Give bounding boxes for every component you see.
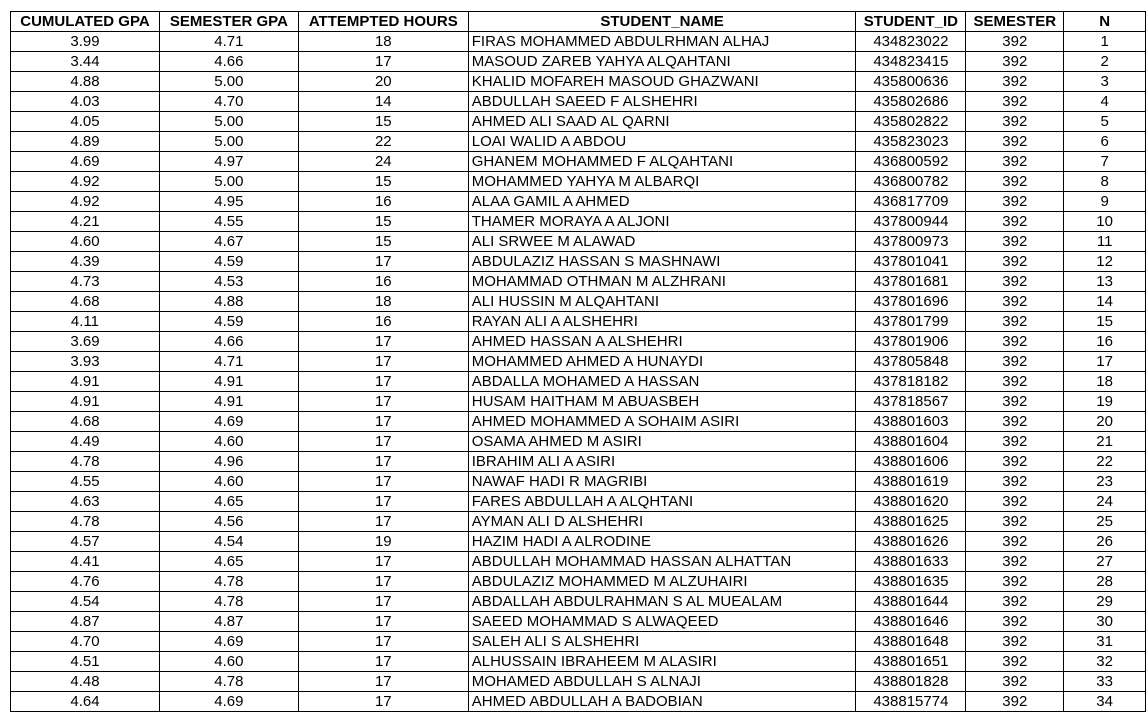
table-row	[11, 192, 1146, 212]
student-id-cell[interactable]: 438801619	[856, 472, 966, 492]
table-row	[11, 592, 1146, 612]
cumulated-gpa-cell[interactable]: 3.69	[11, 332, 160, 352]
semester-cell[interactable]: 392	[966, 172, 1064, 192]
semester-gpa-cell[interactable]: 4.69	[159, 692, 298, 712]
n-cell[interactable]: 4	[1064, 92, 1146, 112]
header-student-id[interactable]: STUDENT_ID	[856, 12, 966, 32]
semester-cell[interactable]: 392	[966, 212, 1064, 232]
student-name-cell[interactable]: MOHAMMED YAHYA M ALBARQI	[468, 172, 856, 192]
attempted-hours-cell[interactable]: 19	[298, 532, 468, 552]
semester-cell[interactable]: 392	[966, 592, 1064, 612]
semester-gpa-cell[interactable]: 4.69	[159, 632, 298, 652]
attempted-hours-cell[interactable]: 17	[298, 412, 468, 432]
semester-cell[interactable]: 392	[966, 72, 1064, 92]
semester-gpa-cell[interactable]: 4.53	[159, 272, 298, 292]
attempted-hours-cell[interactable]: 20	[298, 72, 468, 92]
student-name-cell[interactable]: ALI SRWEE M ALAWAD	[468, 232, 856, 252]
table-row	[11, 32, 1146, 52]
cumulated-gpa-cell[interactable]: 4.63	[11, 492, 160, 512]
n-cell[interactable]: 14	[1064, 292, 1146, 312]
table-row	[11, 652, 1146, 672]
semester-gpa-cell[interactable]: 4.78	[159, 592, 298, 612]
semester-cell[interactable]: 392	[966, 392, 1064, 412]
cumulated-gpa-cell[interactable]: 4.76	[11, 572, 160, 592]
table-row	[11, 232, 1146, 252]
semester-gpa-cell[interactable]: 4.60	[159, 472, 298, 492]
cumulated-gpa-cell[interactable]: 4.70	[11, 632, 160, 652]
n-cell[interactable]: 23	[1064, 472, 1146, 492]
cumulated-gpa-cell[interactable]: 4.68	[11, 292, 160, 312]
attempted-hours-cell[interactable]: 18	[298, 292, 468, 312]
attempted-hours-cell[interactable]: 17	[298, 352, 468, 372]
semester-cell[interactable]: 392	[966, 632, 1064, 652]
table-row	[11, 372, 1146, 392]
n-cell[interactable]: 17	[1064, 352, 1146, 372]
semester-cell[interactable]: 392	[966, 612, 1064, 632]
table-row	[11, 352, 1146, 372]
semester-gpa-cell[interactable]: 5.00	[159, 132, 298, 152]
student-id-cell[interactable]: 438801633	[856, 552, 966, 572]
semester-cell[interactable]: 392	[966, 512, 1064, 532]
semester-gpa-cell[interactable]: 4.96	[159, 452, 298, 472]
cumulated-gpa-cell[interactable]: 4.92	[11, 172, 160, 192]
attempted-hours-cell[interactable]: 15	[298, 232, 468, 252]
student-id-cell[interactable]: 438801625	[856, 512, 966, 532]
attempted-hours-cell[interactable]: 16	[298, 272, 468, 292]
n-cell[interactable]: 10	[1064, 212, 1146, 232]
semester-gpa-cell[interactable]: 4.66	[159, 52, 298, 72]
table-row	[11, 532, 1146, 552]
semester-gpa-cell[interactable]: 4.71	[159, 32, 298, 52]
semester-gpa-cell[interactable]: 4.78	[159, 572, 298, 592]
header-cumulated-gpa[interactable]: CUMULATED GPA	[11, 12, 160, 32]
student-name-cell[interactable]: ABDALLAH ABDULRAHMAN S AL MUEALAM	[468, 592, 856, 612]
cumulated-gpa-cell[interactable]: 4.91	[11, 372, 160, 392]
student-name-cell[interactable]: ALHUSSAIN IBRAHEEM M ALASIRI	[468, 652, 856, 672]
semester-cell[interactable]: 392	[966, 672, 1064, 692]
student-name-cell[interactable]: LOAI WALID A ABDOU	[468, 132, 856, 152]
student-id-cell[interactable]: 437800973	[856, 232, 966, 252]
attempted-hours-cell[interactable]: 17	[298, 452, 468, 472]
n-cell[interactable]: 22	[1064, 452, 1146, 472]
semester-gpa-cell[interactable]: 4.88	[159, 292, 298, 312]
attempted-hours-cell[interactable]: 17	[298, 512, 468, 532]
semester-gpa-cell[interactable]: 4.78	[159, 672, 298, 692]
student-name-cell[interactable]: ALI HUSSIN M ALQAHTANI	[468, 292, 856, 312]
attempted-hours-cell[interactable]: 24	[298, 152, 468, 172]
table-row	[11, 612, 1146, 632]
cumulated-gpa-cell[interactable]: 4.49	[11, 432, 160, 452]
n-cell[interactable]: 24	[1064, 492, 1146, 512]
student-name-cell[interactable]: ABDULAZIZ HASSAN S MASHNAWI	[468, 252, 856, 272]
n-cell[interactable]: 8	[1064, 172, 1146, 192]
attempted-hours-cell[interactable]: 17	[298, 432, 468, 452]
n-cell[interactable]: 6	[1064, 132, 1146, 152]
n-cell[interactable]: 32	[1064, 652, 1146, 672]
table-row	[11, 432, 1146, 452]
cumulated-gpa-cell[interactable]: 4.03	[11, 92, 160, 112]
attempted-hours-cell[interactable]: 14	[298, 92, 468, 112]
n-cell[interactable]: 31	[1064, 632, 1146, 652]
cumulated-gpa-cell[interactable]: 4.69	[11, 152, 160, 172]
semester-gpa-cell[interactable]: 4.59	[159, 312, 298, 332]
semester-cell[interactable]: 392	[966, 132, 1064, 152]
student-name-cell[interactable]: ABDALLA MOHAMED A HASSAN	[468, 372, 856, 392]
table-row	[11, 212, 1146, 232]
semester-cell[interactable]: 392	[966, 432, 1064, 452]
semester-gpa-cell[interactable]: 4.87	[159, 612, 298, 632]
table-row	[11, 332, 1146, 352]
semester-cell[interactable]: 392	[966, 52, 1064, 72]
semester-gpa-cell[interactable]: 5.00	[159, 72, 298, 92]
semester-cell[interactable]: 392	[966, 572, 1064, 592]
cumulated-gpa-cell[interactable]: 4.78	[11, 512, 160, 532]
semester-cell[interactable]: 392	[966, 192, 1064, 212]
header-semester-gpa[interactable]: SEMESTER GPA	[159, 12, 298, 32]
semester-gpa-cell[interactable]: 5.00	[159, 172, 298, 192]
table-row	[11, 272, 1146, 292]
cumulated-gpa-cell[interactable]: 4.88	[11, 72, 160, 92]
table-row	[11, 632, 1146, 652]
semester-gpa-cell[interactable]: 4.69	[159, 412, 298, 432]
table-row	[11, 132, 1146, 152]
attempted-hours-cell[interactable]: 17	[298, 52, 468, 72]
student-name-cell[interactable]: THAMER MORAYA A ALJONI	[468, 212, 856, 232]
semester-cell[interactable]: 392	[966, 32, 1064, 52]
table-row	[11, 252, 1146, 272]
attempted-hours-cell[interactable]: 15	[298, 112, 468, 132]
student-id-cell[interactable]: 436817709	[856, 192, 966, 212]
semester-gpa-cell[interactable]: 4.71	[159, 352, 298, 372]
cumulated-gpa-cell[interactable]: 4.48	[11, 672, 160, 692]
semester-gpa-cell[interactable]: 4.54	[159, 532, 298, 552]
student-name-cell[interactable]: ABDULLAH SAEED F ALSHEHRI	[468, 92, 856, 112]
table-row	[11, 452, 1146, 472]
student-id-cell[interactable]: 437818182	[856, 372, 966, 392]
student-name-cell[interactable]: FIRAS MOHAMMED ABDULRHMAN ALHAJ	[468, 32, 856, 52]
student-id-cell[interactable]: 438801626	[856, 532, 966, 552]
semester-gpa-cell[interactable]: 4.60	[159, 652, 298, 672]
semester-gpa-cell[interactable]: 4.60	[159, 432, 298, 452]
semester-gpa-cell[interactable]: 4.91	[159, 392, 298, 412]
student-name-cell[interactable]: AHMED ABDULLAH A BADOBIAN	[468, 692, 856, 712]
header-row	[11, 12, 1146, 32]
student-name-cell[interactable]: IBRAHIM ALI A ASIRI	[468, 452, 856, 472]
student-name-cell[interactable]: RAYAN ALI A ALSHEHRI	[468, 312, 856, 332]
semester-gpa-cell[interactable]: 4.66	[159, 332, 298, 352]
cumulated-gpa-cell[interactable]: 4.89	[11, 132, 160, 152]
student-name-cell[interactable]: GHANEM MOHAMMED F ALQAHTANI	[468, 152, 856, 172]
table-row	[11, 152, 1146, 172]
student-name-cell[interactable]: HAZIM HADI A ALRODINE	[468, 532, 856, 552]
attempted-hours-cell[interactable]: 22	[298, 132, 468, 152]
n-cell[interactable]: 7	[1064, 152, 1146, 172]
semester-gpa-cell[interactable]: 5.00	[159, 112, 298, 132]
semester-cell[interactable]: 392	[966, 92, 1064, 112]
n-cell[interactable]: 34	[1064, 692, 1146, 712]
cumulated-gpa-cell[interactable]: 4.39	[11, 252, 160, 272]
n-cell[interactable]: 5	[1064, 112, 1146, 132]
n-cell[interactable]: 11	[1064, 232, 1146, 252]
semester-cell[interactable]: 392	[966, 272, 1064, 292]
student-name-cell[interactable]: AHMED MOHAMMED A SOHAIM ASIRI	[468, 412, 856, 432]
student-name-cell[interactable]: ABDULAZIZ MOHAMMED M ALZUHAIRI	[468, 572, 856, 592]
semester-cell[interactable]: 392	[966, 352, 1064, 372]
cumulated-gpa-cell[interactable]: 4.64	[11, 692, 160, 712]
student-id-cell[interactable]: 438801644	[856, 592, 966, 612]
cumulated-gpa-cell[interactable]: 3.44	[11, 52, 160, 72]
student-name-cell[interactable]: MOHAMMED AHMED A HUNAYDI	[468, 352, 856, 372]
cumulated-gpa-cell[interactable]: 4.41	[11, 552, 160, 572]
attempted-hours-cell[interactable]: 17	[298, 472, 468, 492]
n-cell[interactable]: 16	[1064, 332, 1146, 352]
table-row	[11, 172, 1146, 192]
semester-gpa-cell[interactable]: 4.56	[159, 512, 298, 532]
n-cell[interactable]: 26	[1064, 532, 1146, 552]
attempted-hours-cell[interactable]: 17	[298, 252, 468, 272]
student-id-cell[interactable]: 434823022	[856, 32, 966, 52]
table-row	[11, 112, 1146, 132]
cumulated-gpa-cell[interactable]: 3.93	[11, 352, 160, 372]
table-row	[11, 672, 1146, 692]
attempted-hours-cell[interactable]: 17	[298, 592, 468, 612]
table-row	[11, 72, 1146, 92]
attempted-hours-cell[interactable]: 17	[298, 552, 468, 572]
attempted-hours-cell[interactable]: 17	[298, 672, 468, 692]
n-cell[interactable]: 13	[1064, 272, 1146, 292]
n-cell[interactable]: 12	[1064, 252, 1146, 272]
header-n[interactable]: N	[1064, 12, 1146, 32]
semester-cell[interactable]: 392	[966, 232, 1064, 252]
n-cell[interactable]: 29	[1064, 592, 1146, 612]
cumulated-gpa-cell[interactable]: 4.92	[11, 192, 160, 212]
n-cell[interactable]: 9	[1064, 192, 1146, 212]
table-row	[11, 512, 1146, 532]
semester-cell[interactable]: 392	[966, 532, 1064, 552]
n-cell[interactable]: 20	[1064, 412, 1146, 432]
student-id-cell[interactable]: 438801648	[856, 632, 966, 652]
attempted-hours-cell[interactable]: 18	[298, 32, 468, 52]
attempted-hours-cell[interactable]: 17	[298, 372, 468, 392]
cumulated-gpa-cell[interactable]: 3.99	[11, 32, 160, 52]
student-name-cell[interactable]: MASOUD ZAREB YAHYA ALQAHTANI	[468, 52, 856, 72]
semester-cell[interactable]: 392	[966, 692, 1064, 712]
header-student-name[interactable]: STUDENT_NAME	[468, 12, 856, 32]
semester-gpa-cell[interactable]: 4.65	[159, 492, 298, 512]
cumulated-gpa-cell[interactable]: 4.78	[11, 452, 160, 472]
student-name-cell[interactable]: FARES ABDULLAH A ALQHTANI	[468, 492, 856, 512]
student-id-cell[interactable]: 437801906	[856, 332, 966, 352]
cumulated-gpa-cell[interactable]: 4.73	[11, 272, 160, 292]
student-id-cell[interactable]: 438801603	[856, 412, 966, 432]
student-id-cell[interactable]: 437805848	[856, 352, 966, 372]
attempted-hours-cell[interactable]: 16	[298, 192, 468, 212]
student-id-cell[interactable]: 437800944	[856, 212, 966, 232]
cumulated-gpa-cell[interactable]: 4.55	[11, 472, 160, 492]
student-name-cell[interactable]: ABDULLAH MOHAMMAD HASSAN ALHATTAN	[468, 552, 856, 572]
student-id-cell[interactable]: 438801606	[856, 452, 966, 472]
semester-gpa-cell[interactable]: 4.65	[159, 552, 298, 572]
attempted-hours-cell[interactable]: 17	[298, 492, 468, 512]
cumulated-gpa-cell[interactable]: 4.21	[11, 212, 160, 232]
attempted-hours-cell[interactable]: 15	[298, 212, 468, 232]
attempted-hours-cell[interactable]: 17	[298, 632, 468, 652]
student-gpa-table	[10, 11, 1146, 712]
semester-cell[interactable]: 392	[966, 492, 1064, 512]
attempted-hours-cell[interactable]: 15	[298, 172, 468, 192]
semester-gpa-cell[interactable]: 4.67	[159, 232, 298, 252]
table-row	[11, 572, 1146, 592]
attempted-hours-cell[interactable]: 16	[298, 312, 468, 332]
student-id-cell[interactable]: 434823415	[856, 52, 966, 72]
n-cell[interactable]: 3	[1064, 72, 1146, 92]
student-id-cell[interactable]: 435802822	[856, 112, 966, 132]
semester-gpa-cell[interactable]: 4.70	[159, 92, 298, 112]
semester-cell[interactable]: 392	[966, 332, 1064, 352]
table-row	[11, 392, 1146, 412]
header-semester[interactable]: SEMESTER	[966, 12, 1064, 32]
student-name-cell[interactable]: AYMAN ALI D ALSHEHRI	[468, 512, 856, 532]
student-name-cell[interactable]: AHMED HASSAN A ALSHEHRI	[468, 332, 856, 352]
attempted-hours-cell[interactable]: 17	[298, 652, 468, 672]
n-cell[interactable]: 1	[1064, 32, 1146, 52]
table-row	[11, 312, 1146, 332]
student-id-cell[interactable]: 437801041	[856, 252, 966, 272]
student-id-cell[interactable]: 438801620	[856, 492, 966, 512]
student-name-cell[interactable]: NAWAF HADI R MAGRIBI	[468, 472, 856, 492]
semester-cell[interactable]: 392	[966, 472, 1064, 492]
cumulated-gpa-cell[interactable]: 4.05	[11, 112, 160, 132]
table-row	[11, 412, 1146, 432]
attempted-hours-cell[interactable]: 17	[298, 392, 468, 412]
semester-cell[interactable]: 392	[966, 552, 1064, 572]
student-id-cell[interactable]: 438801646	[856, 612, 966, 632]
n-cell[interactable]: 21	[1064, 432, 1146, 452]
n-cell[interactable]: 2	[1064, 52, 1146, 72]
semester-gpa-cell[interactable]: 4.91	[159, 372, 298, 392]
student-id-cell[interactable]: 436800782	[856, 172, 966, 192]
attempted-hours-cell[interactable]: 17	[298, 612, 468, 632]
semester-gpa-cell[interactable]: 4.59	[159, 252, 298, 272]
attempted-hours-cell[interactable]: 17	[298, 332, 468, 352]
table-row	[11, 492, 1146, 512]
n-cell[interactable]: 30	[1064, 612, 1146, 632]
semester-cell[interactable]: 392	[966, 292, 1064, 312]
student-name-cell[interactable]: MOHAMED ABDULLAH S ALNAJI	[468, 672, 856, 692]
table-body	[11, 32, 1146, 712]
student-id-cell[interactable]: 436800592	[856, 152, 966, 172]
n-cell[interactable]: 27	[1064, 552, 1146, 572]
student-id-cell[interactable]: 435800636	[856, 72, 966, 92]
student-name-cell[interactable]: ALAA GAMIL A AHMED	[468, 192, 856, 212]
student-name-cell[interactable]: OSAMA AHMED M ASIRI	[468, 432, 856, 452]
student-id-cell[interactable]: 435802686	[856, 92, 966, 112]
table-row	[11, 692, 1146, 712]
semester-gpa-cell[interactable]: 4.55	[159, 212, 298, 232]
semester-cell[interactable]: 392	[966, 412, 1064, 432]
student-name-cell[interactable]: HUSAM HAITHAM M ABUASBEH	[468, 392, 856, 412]
table-row	[11, 472, 1146, 492]
student-id-cell[interactable]: 438801604	[856, 432, 966, 452]
cumulated-gpa-cell[interactable]: 4.68	[11, 412, 160, 432]
semester-gpa-cell[interactable]: 4.95	[159, 192, 298, 212]
n-cell[interactable]: 15	[1064, 312, 1146, 332]
semester-cell[interactable]: 392	[966, 152, 1064, 172]
semester-gpa-cell[interactable]: 4.97	[159, 152, 298, 172]
attempted-hours-cell[interactable]: 17	[298, 572, 468, 592]
n-cell[interactable]: 33	[1064, 672, 1146, 692]
cumulated-gpa-cell[interactable]: 4.60	[11, 232, 160, 252]
student-name-cell[interactable]: SAEED MOHAMMAD S ALWAQEED	[468, 612, 856, 632]
n-cell[interactable]: 25	[1064, 512, 1146, 532]
cumulated-gpa-cell[interactable]: 4.91	[11, 392, 160, 412]
n-cell[interactable]: 19	[1064, 392, 1146, 412]
student-id-cell[interactable]: 435823023	[856, 132, 966, 152]
semester-cell[interactable]: 392	[966, 652, 1064, 672]
student-id-cell[interactable]: 438801828	[856, 672, 966, 692]
n-cell[interactable]: 18	[1064, 372, 1146, 392]
student-id-cell[interactable]: 438801651	[856, 652, 966, 672]
table-row	[11, 292, 1146, 312]
cumulated-gpa-cell[interactable]: 4.51	[11, 652, 160, 672]
attempted-hours-cell[interactable]: 17	[298, 692, 468, 712]
student-name-cell[interactable]: MOHAMMAD OTHMAN M ALZHRANI	[468, 272, 856, 292]
semester-cell[interactable]: 392	[966, 372, 1064, 392]
header-attempted-hours[interactable]: ATTEMPTED HOURS	[298, 12, 468, 32]
semester-cell[interactable]: 392	[966, 252, 1064, 272]
student-name-cell[interactable]: SALEH ALI S ALSHEHRI	[468, 632, 856, 652]
student-id-cell[interactable]: 438815774	[856, 692, 966, 712]
table-row	[11, 52, 1146, 72]
n-cell[interactable]: 28	[1064, 572, 1146, 592]
semester-cell[interactable]: 392	[966, 452, 1064, 472]
student-id-cell[interactable]: 437801696	[856, 292, 966, 312]
table-row	[11, 92, 1146, 112]
table-row	[11, 552, 1146, 572]
student-name-cell[interactable]: KHALID MOFAREH MASOUD GHAZWANI	[468, 72, 856, 92]
cumulated-gpa-cell[interactable]: 4.54	[11, 592, 160, 612]
semester-cell[interactable]: 392	[966, 112, 1064, 132]
student-id-cell[interactable]: 437801799	[856, 312, 966, 332]
cumulated-gpa-cell[interactable]: 4.87	[11, 612, 160, 632]
cumulated-gpa-cell[interactable]: 4.11	[11, 312, 160, 332]
student-id-cell[interactable]: 437818567	[856, 392, 966, 412]
semester-cell[interactable]: 392	[966, 312, 1064, 332]
student-name-cell[interactable]: AHMED ALI SAAD AL QARNI	[468, 112, 856, 132]
cumulated-gpa-cell[interactable]: 4.57	[11, 532, 160, 552]
student-id-cell[interactable]: 437801681	[856, 272, 966, 292]
student-id-cell[interactable]: 438801635	[856, 572, 966, 592]
